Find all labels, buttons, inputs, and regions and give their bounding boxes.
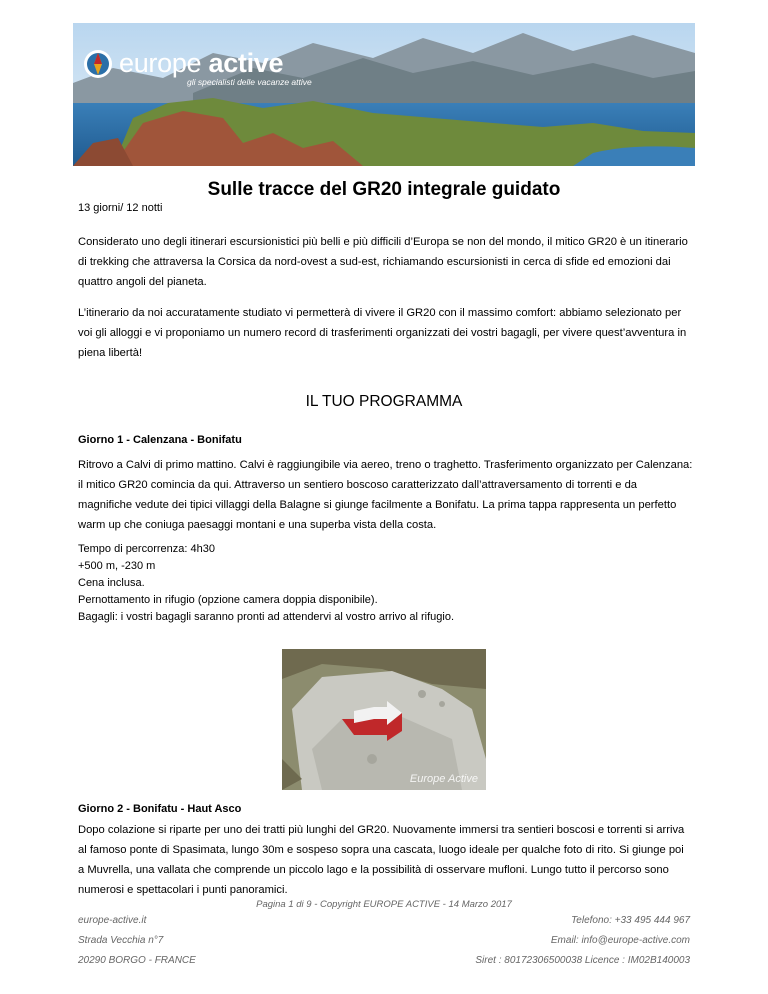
header-banner [73, 23, 695, 166]
day-1-lodging: Pernottamento in rifugio (opzione camera doppia disponibile). [78, 594, 378, 606]
day-1-luggage: Bagagli: i vostri bagagli saranno pronti ad attendervi al vostro arrivo al rifugio. [78, 611, 455, 623]
day-1-heading: Giorno 1 - Calenzana - Bonifatu [78, 434, 242, 446]
day-1-description: Ritrovo a Calvi di primo mattino. Calvi è raggiungibile via aereo, treno o traghetto. Trasferimento organizzato per Calenzana: il mitico GR20 comincia da qui. Attraverso un sentiero boscoso caratterizzato dall’attraversamento di torrenti e da magnifiche vedute dei tipici villaggi della Balagne si giunge facilmente a Bonifatu. La prima tappa rappresenta un perfetto warm up che coniuga paesaggi montani e una superba vista della costa. [78, 459, 693, 531]
europe-active-logo [83, 49, 312, 87]
footer-phone: Telefono: +33 495 444 967 [571, 915, 690, 926]
brand-name: europe active [119, 48, 284, 78]
footer-registration: Siret : 80172306500038 Licence : IM02B140003 [475, 955, 690, 966]
footer-page-info: Pagina 1 di 9 - Copyright EUROPE ACTIVE - 14 Marzo 2017 [256, 899, 512, 910]
trip-duration: 13 giorni/ 12 notti [78, 202, 163, 214]
document-title: Sulle tracce del GR20 integrale guidato [207, 179, 561, 200]
day-2-heading: Giorno 2 - Bonifatu - Haut Asco [78, 803, 242, 815]
compass-logo-icon [83, 49, 113, 79]
day-1-duration: Tempo di percorrenza: 4h30 [78, 543, 215, 555]
day-2-description: Dopo colazione si riparte per uno dei tratti più lunghi del GR20. Nuovamente immersi tra sentieri boscosi e torrenti si arriva al famoso ponte di Spasimata, lungo 30m e sospeso sopra una cascata, luogo ideale per qualche foto di rito. Si giunge poi a Muvrella, una vallata che comprende un piccolo lago e la possibilità di osservare mufloni. Lungo tutto il percorso sono numerosi e spettacolari i punti panoramici. [78, 824, 685, 896]
program-heading: IL TUO PROGRAMMA [305, 393, 463, 410]
footer-email[interactable]: Email: info@europe-active.com [550, 935, 690, 946]
footer-website[interactable]: europe-active.it [78, 915, 147, 926]
intro-paragraph-2: L’itinerario da noi accuratamente studiato vi permetterà di vivere il GR20 con il massimo comfort: abbiamo selezionato per voi gli alloggi e vi proponiamo un numero record di trasferimenti organizzati dei vostri bagagli, per vivere quest’avventura in piena libertà! [78, 307, 687, 359]
photo-watermark: Europe Active [409, 773, 478, 785]
brand-tagline: gli specialisti delle vacanze attive [187, 77, 312, 87]
intro-paragraph-1: Considerato uno degli itinerari escursionistici più belli e più difficili d’Europa se non del mondo, il mitico GR20 è un itinerario di trekking che attraversa la Corsica da nord-ovest a sud-est, richiamando escursionisti in cerca di sfide ed emozioni dai quattro angoli del pianeta. [78, 236, 688, 288]
rock-trail-marker-image [282, 649, 486, 790]
day-1-elevation: +500 m, -230 m [78, 560, 156, 572]
trail-marker-photo [282, 649, 486, 790]
footer-address-street: Strada Vecchia n°7 [78, 935, 164, 946]
corsica-landscape-image [73, 23, 695, 166]
day-1-dinner: Cena inclusa. [78, 577, 145, 589]
footer-address-city: 20290 BORGO - FRANCE [78, 955, 196, 966]
